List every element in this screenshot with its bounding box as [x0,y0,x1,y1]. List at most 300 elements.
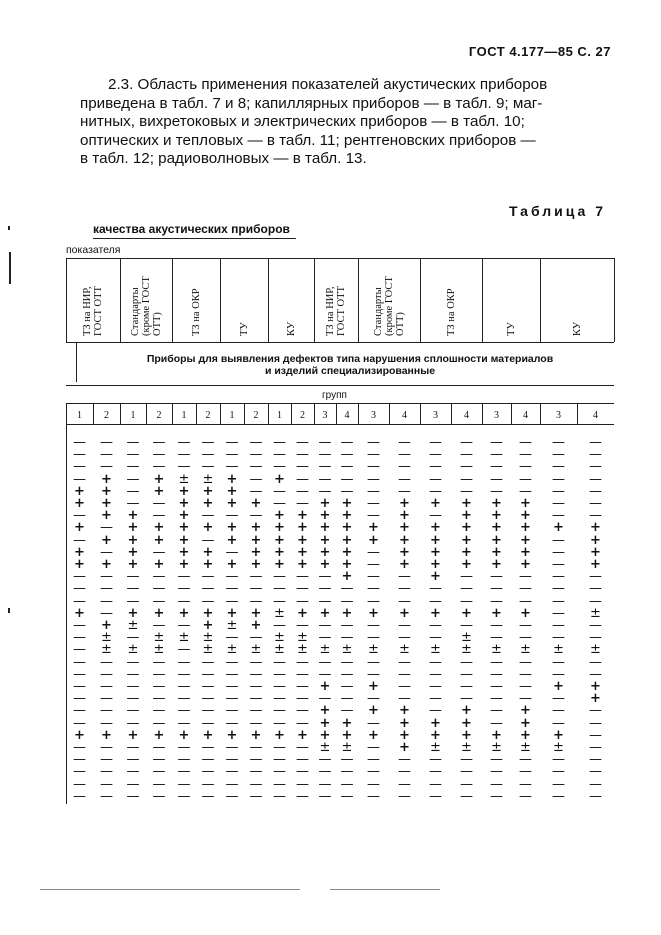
table-cell: — [126,752,140,768]
header-column-rule [358,258,359,342]
table-cell: — [318,630,332,646]
table-cell: + [153,483,165,499]
paragraph-line: в табл. 12; радиоволновых — в табл. 13. [80,150,367,168]
table-cell: — [100,569,113,585]
table-cell: — [296,679,309,694]
group-number: 3 [371,410,376,421]
table-cell: — [367,618,380,633]
group-column-rule [389,404,390,424]
table-cell: + [74,496,85,511]
table-cell: ± [553,740,564,755]
table-cell: — [589,483,602,499]
table-cell: — [225,654,239,670]
paragraph-line: нитных, вихретоковых и электрических приборов — в табл. 10; [80,113,525,131]
table-cell: — [367,593,380,609]
table-cell: — [273,654,286,670]
table-cell: — [340,679,354,694]
table-cell: + [274,727,285,743]
table-cell: — [367,447,380,463]
table-cell: — [552,557,565,572]
table-cell: — [201,788,215,804]
table-cell: — [273,581,286,597]
table-cell: + [101,483,112,499]
table-cell: — [340,764,354,780]
table-cell: — [73,703,86,719]
table-cell: + [399,703,410,719]
table-cell: + [297,532,308,548]
table-cell: — [273,752,286,768]
table-cell: — [460,483,473,499]
table-cell: + [341,727,353,743]
table-cell: — [429,618,442,633]
table-cell: + [461,703,472,719]
table-cell: — [429,435,442,450]
table-cell: — [552,715,565,731]
header-column-rule [482,258,483,342]
table-cell: — [490,630,503,646]
table-cell: — [398,776,411,792]
table-cell: — [152,666,166,682]
table-cell: — [429,593,442,609]
table-cell: — [225,752,239,768]
table-cell: — [152,447,166,463]
table-cell: + [520,703,531,719]
table-cell: — [126,496,140,511]
table-cell: + [430,520,441,536]
table-cell: — [519,630,532,646]
table-cell: — [367,581,380,597]
table-cell: ± [553,642,564,658]
table-cell: — [429,630,442,646]
table-cell: — [126,679,140,694]
table-cell: — [100,764,113,780]
table-cell: — [126,654,140,670]
table-cell: — [225,788,239,804]
table-cell: — [73,776,86,792]
table-cell: — [296,776,309,792]
pokazatel-label: показателя [66,244,121,256]
table-cell: — [126,703,140,719]
table-cell: + [520,557,531,572]
table-cell: — [398,569,411,585]
table-cell: — [318,691,332,707]
table-cell: — [201,703,215,719]
table-cell: + [319,715,331,731]
table-cell: + [101,557,112,572]
table-cell: ± [461,740,472,755]
table-cell: + [127,544,139,560]
table-cell: — [589,715,602,731]
table-cell: — [100,776,113,792]
table-cell: + [341,715,353,731]
table-cell: ± [590,605,601,621]
table-cell: + [553,520,564,536]
table-cell: — [398,483,411,499]
table-cell: + [153,532,165,548]
table-cell: ± [178,630,190,646]
table-cell: + [74,520,85,536]
table-cell: — [552,776,565,792]
table-cell: + [297,520,308,536]
table-cell: — [100,740,113,755]
table-cell: — [177,752,191,768]
table-cell: — [273,459,286,475]
table-cell: + [341,544,353,560]
table-cell: + [178,557,190,572]
table-cell: — [100,520,113,536]
table-cell: + [461,496,472,511]
table-cell: — [296,435,309,450]
table-cell: — [552,435,565,450]
table-cell: — [490,459,503,475]
table-cell: ± [274,605,285,621]
table-cell: — [490,776,503,792]
table-cell: — [100,544,113,560]
table-cell: — [398,471,411,487]
table-cell: — [73,715,86,731]
table-cell: — [249,654,263,670]
section-rule [66,385,614,386]
table-cell: + [202,496,214,511]
header-column-rule [540,258,541,342]
table-cell: — [177,581,191,597]
table-cell: — [273,593,286,609]
table-cell: — [429,752,442,768]
table-cell: + [127,508,139,524]
table-cell: + [202,618,214,633]
table-cell: ± [520,642,531,658]
table-cell: — [201,715,215,731]
table-cell: — [201,447,215,463]
table-cell: — [225,544,239,560]
table-cell: + [491,532,502,548]
table-cell: + [399,532,410,548]
table-cell: — [152,715,166,731]
table-cell: + [202,727,214,743]
table-cell: ± [491,740,502,755]
table-cell: + [127,532,139,548]
table-cell: — [552,496,565,511]
table-cell: — [177,715,191,731]
table-cell: — [340,435,354,450]
table-cell: — [225,508,239,524]
table-cell: — [152,654,166,670]
table-cell: — [367,691,380,707]
table-cell: — [201,459,215,475]
table-cell: — [225,764,239,780]
table-cell: — [318,654,332,670]
table-cell: — [318,471,332,487]
table-cell: + [319,557,331,572]
table-cell: — [152,618,166,633]
table-cell: + [430,532,441,548]
table-cell: + [430,557,441,572]
table-cell: — [589,788,602,804]
table-cell: — [519,764,532,780]
table-cell: ± [226,642,238,658]
table-cell: — [318,752,332,768]
table-cell: — [177,447,191,463]
table-cell: — [296,447,309,463]
table-cell: — [318,593,332,609]
table-cell: — [519,435,532,450]
group-number: 3 [494,410,499,421]
table-cell: — [73,752,86,768]
table-cell: + [178,727,190,743]
table-cell: — [126,435,140,450]
table-cell: — [490,654,503,670]
table-cell: + [341,508,353,524]
table-cell: — [552,471,565,487]
table-cell: — [73,788,86,804]
table-cell: — [318,569,332,585]
table-cell: — [177,642,191,658]
table-cell: — [225,715,239,731]
table-cell: — [296,569,309,585]
table-cell: + [127,520,139,536]
column-header: ТЗ на НИР, ГОСТ ОТТ [325,286,347,336]
table-cell: + [202,605,214,621]
table-cell: — [429,666,442,682]
header-column-rule [120,258,121,342]
table-cell: — [296,788,309,804]
table-cell: — [73,630,86,646]
table-cell: + [74,557,85,572]
table-cell: + [368,679,379,694]
table-cell: + [590,557,601,572]
table-cell: — [552,447,565,463]
table-cell: + [520,508,531,524]
table-cell: + [590,544,601,560]
table-cell: + [399,544,410,560]
table-cell: — [249,459,263,475]
table-cell: — [225,703,239,719]
table-cell: + [399,508,410,524]
table-cell: — [177,776,191,792]
table-cell: ± [153,630,165,646]
table-cell: ± [101,642,112,658]
table-cell: — [340,654,354,670]
page-header: ГОСТ 4.177—85 С. 27 [468,44,611,59]
group-number: 4 [402,410,407,421]
table-cell: + [319,703,331,719]
group-number: 3 [433,410,438,421]
table-cell: + [226,532,238,548]
table-cell: ± [274,630,285,646]
table-cell: — [296,752,309,768]
paragraph-line: 2.3. Область применения показателей акустических приборов [108,76,548,93]
table-cell: — [126,459,140,475]
table-cell: — [367,471,380,487]
table-cell: + [520,520,531,536]
table-cell: — [589,447,602,463]
table-cell: — [296,740,309,755]
header-column-rule [66,258,67,342]
table-cell: — [429,508,442,524]
table-cell: — [296,459,309,475]
table-cell: ± [341,740,353,755]
header-column-rule [268,258,269,342]
table-cell: + [178,483,190,499]
group-number: 4 [344,410,350,421]
table-cell: — [73,569,86,585]
table-cell: + [74,483,85,499]
table-cell: — [340,691,354,707]
column-header: ТЗ на НИР, ГОСТ ОТТ [82,286,104,336]
table-cell: + [274,532,285,548]
table-cell: — [589,703,602,719]
table-cell: — [367,483,380,499]
table-cell: — [589,752,602,768]
table-cell: + [368,532,379,548]
table-cell: ± [127,642,139,658]
table-cell: — [126,593,140,609]
table-cell: — [367,788,380,804]
table-cell: + [368,520,379,536]
table-cell: + [274,557,285,572]
column-header: ТЗ на ОКР [445,288,457,336]
group-number: 4 [464,410,469,421]
table-cell: + [399,520,410,536]
table-cell: + [461,520,472,536]
table-cell: — [73,581,86,597]
table-cell: + [153,557,165,572]
table-cell: + [153,520,165,536]
table-cell: + [399,557,410,572]
table-cell: — [225,740,239,755]
table-cell: — [225,691,239,707]
table-cell: + [461,544,472,560]
table-cell: ± [274,642,285,658]
table-cell: + [297,557,308,572]
table-cell: — [177,459,191,475]
table-cell: — [73,764,86,780]
table-cell: — [100,581,113,597]
table-cell: + [319,605,331,621]
table-cell: — [201,764,215,780]
table-cell: — [340,483,354,499]
table-cell: — [460,691,473,707]
table-cell: — [177,618,191,633]
table-cell: + [491,544,502,560]
table-cell: — [519,581,532,597]
table-cell: — [367,496,380,511]
table-cell: — [340,703,354,719]
table-cell: — [73,508,86,524]
table-cell: — [152,788,166,804]
section-left-rule [76,342,77,382]
table-cell: — [398,666,411,682]
table-cell: — [273,447,286,463]
table-cell: ± [461,630,472,646]
margin-mark [9,252,11,284]
column-header: КУ [571,321,583,336]
table-cell: + [399,740,410,755]
table-cell: — [340,630,354,646]
table-cell: + [178,532,190,548]
table-cell: — [398,459,411,475]
table-cell: + [250,618,262,633]
table-cell: — [460,788,473,804]
table-cell: + [491,605,502,621]
table-cell: — [152,544,166,560]
table-cell: — [73,459,86,475]
table-cell: — [429,581,442,597]
table-cell: — [73,532,86,548]
table-cell: + [590,691,601,707]
table-cell: — [519,483,532,499]
table-cell: — [100,435,113,450]
table-cell: + [341,532,353,548]
table-cell: — [318,764,332,780]
table-cell: — [589,654,602,670]
table-cell: — [398,788,411,804]
table-cell: ± [297,642,308,658]
group-column-rule [540,404,541,424]
table-cell: — [318,483,332,499]
header-column-rule [172,258,173,342]
table-cell: ± [368,642,379,658]
table-cell: — [273,715,286,731]
table-cell: — [296,654,309,670]
table-cell: — [367,666,380,682]
table-cell: — [460,447,473,463]
table-cell: — [73,691,86,707]
table-cell: — [490,581,503,597]
section-title: Приборы для выявления дефектов типа нарушения сплошности материалов и изделий специализированные [146,353,554,377]
table-cell: — [273,776,286,792]
table-cell: + [101,727,112,743]
table-cell: — [249,740,263,755]
column-header: ТЗ на ОКР [190,288,202,336]
table-cell: — [100,703,113,719]
table-cell: — [490,435,503,450]
table-cell: — [126,581,140,597]
table-cell: — [589,569,602,585]
table-cell: — [460,618,473,633]
group-number: 3 [556,410,561,421]
table-cell: — [589,435,602,450]
groups-label: групп [322,390,347,401]
table-cell: + [399,496,410,511]
table-cell: — [519,447,532,463]
table-cell: + [461,532,472,548]
table-cell: — [296,618,309,633]
table-cell: — [73,654,86,670]
table-cell: + [226,727,238,743]
table-cell: — [249,691,263,707]
table-cell: — [340,618,354,633]
table-cell: — [460,471,473,487]
table-cell: — [589,740,602,755]
table-cell: — [519,654,532,670]
table-cell: — [249,471,263,487]
table-cell: + [274,544,285,560]
header-column-rule [220,258,221,342]
table-cell: — [552,764,565,780]
table-cell: + [202,557,214,572]
table-cell: + [399,727,410,743]
table-cell: — [552,508,565,524]
table-cell: — [201,593,215,609]
table-cell: — [519,471,532,487]
table-cell: — [249,581,263,597]
table-cell: — [201,740,215,755]
table-cell: — [340,459,354,475]
margin-mark [8,226,10,230]
table-cell: — [552,459,565,475]
table-cell: — [225,447,239,463]
